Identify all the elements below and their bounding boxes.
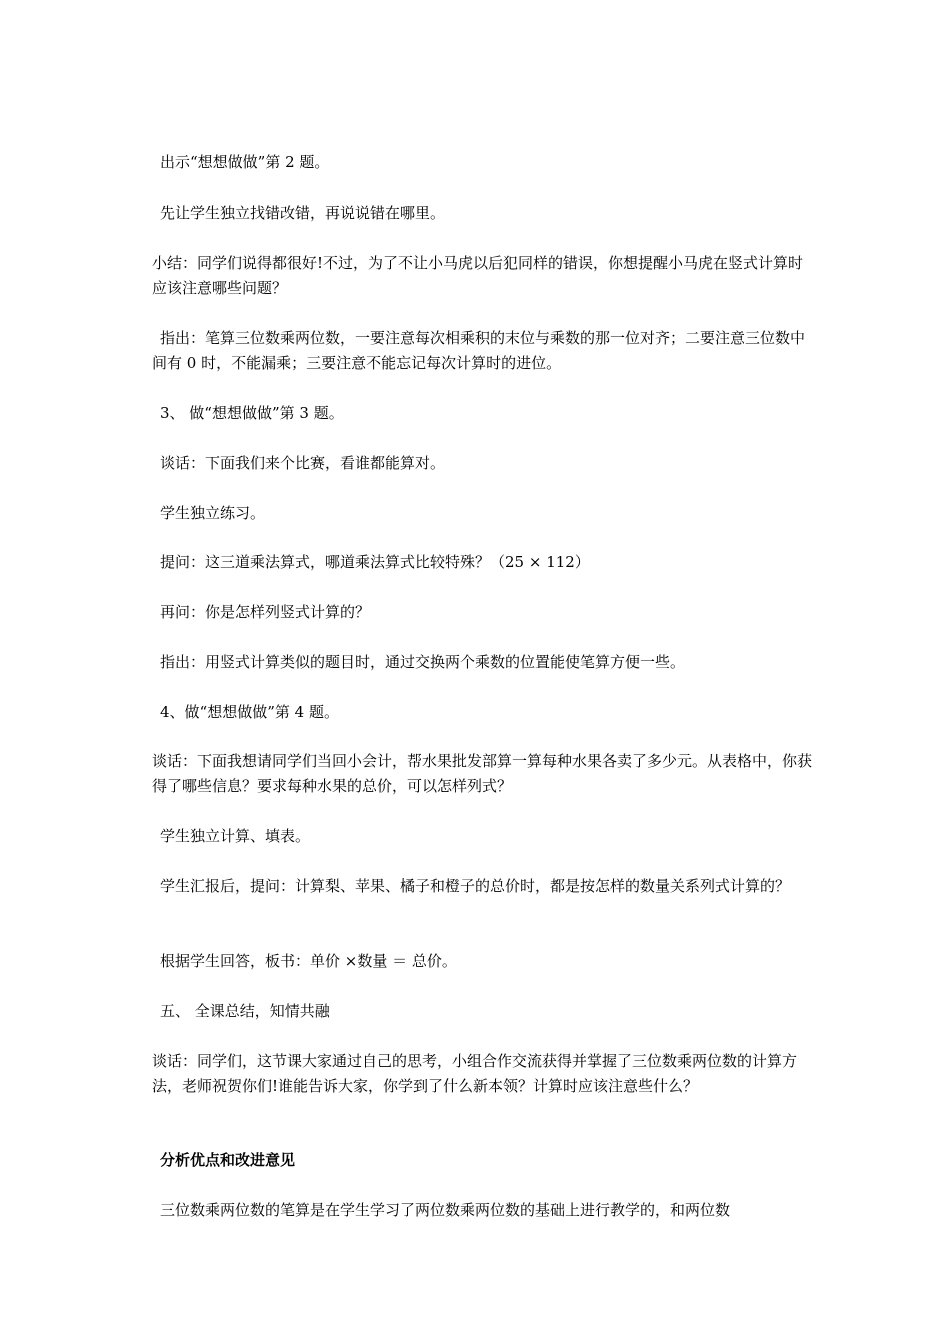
paragraph-show-exercise-2: 出示“想想做做”第 2 题。 [160, 153, 330, 171]
paragraph-closing-talk: 谈话：同学们，这节课大家通过自己的思考，小组合作交流获得并掌握了三位数乘两位数的计算方法，老师祝贺你们!谁能告诉大家，你学到了什么新本领？计算时应该注意些什么？ [152, 1052, 798, 1095]
paragraph-practice: 学生独立练习。 [160, 504, 266, 522]
paragraph-summary: 小结：同学们说得都很好!不过，为了不让小马虎以后犯同样的错误，你想提醒小马虎在竖式计算时应该注意哪些问题？ [152, 254, 804, 297]
paragraph-question-special: 提问：这三道乘法算式，哪道乘法算式比较特殊？（25 × 112） [160, 553, 590, 571]
paragraph-swap-factors: 指出：用竖式计算类似的题目时，通过交换两个乘数的位置能使笔算方便一些。 [160, 653, 686, 671]
paragraph-exercise-3: 3、 做“想想做做”第 3 题。 [160, 404, 344, 422]
paragraph-find-errors: 先让学生独立找错改错，再说说错在哪里。 [160, 204, 446, 222]
paragraph-exercise-4: 4、做“想想做做”第 4 题。 [160, 703, 339, 721]
paragraph-point-out-rules: 指出：笔算三位数乘两位数，一要注意每次相乘积的末位与乘数的那一位对齐；二要注意三位数中间有 0 时，不能漏乘；三要注意不能忘记每次计算时的进位。 [152, 329, 806, 372]
paragraph-accountant: 谈话：下面我想请同学们当回小会计，帮水果批发部算一算每种水果各卖了多少元。从表格中，你获得了哪些信息？要求每种水果的总价，可以怎样列式？ [152, 752, 813, 795]
paragraph-board-writing: 根据学生回答，板书：单价 ×数量 ＝ 总价。 [160, 952, 457, 970]
paragraph-fill-table: 学生独立计算、填表。 [160, 827, 311, 845]
paragraph-report: 学生汇报后，提问：计算梨、苹果、橘子和橙子的总价时，都是按怎样的数量关系列式计算的？ [160, 877, 791, 895]
section-heading-summary: 五、 全课总结，知情共融 [160, 1002, 330, 1020]
paragraph-analysis: 三位数乘两位数的笔算是在学生学习了两位数乘两位数的基础上进行教学的，和两位数 [160, 1201, 731, 1219]
paragraph-competition: 谈话：下面我们来个比赛，看谁都能算对。 [160, 454, 446, 472]
section-heading-analysis: 分析优点和改进意见 [160, 1151, 296, 1169]
paragraph-ask-again: 再问：你是怎样列竖式计算的？ [160, 603, 371, 621]
